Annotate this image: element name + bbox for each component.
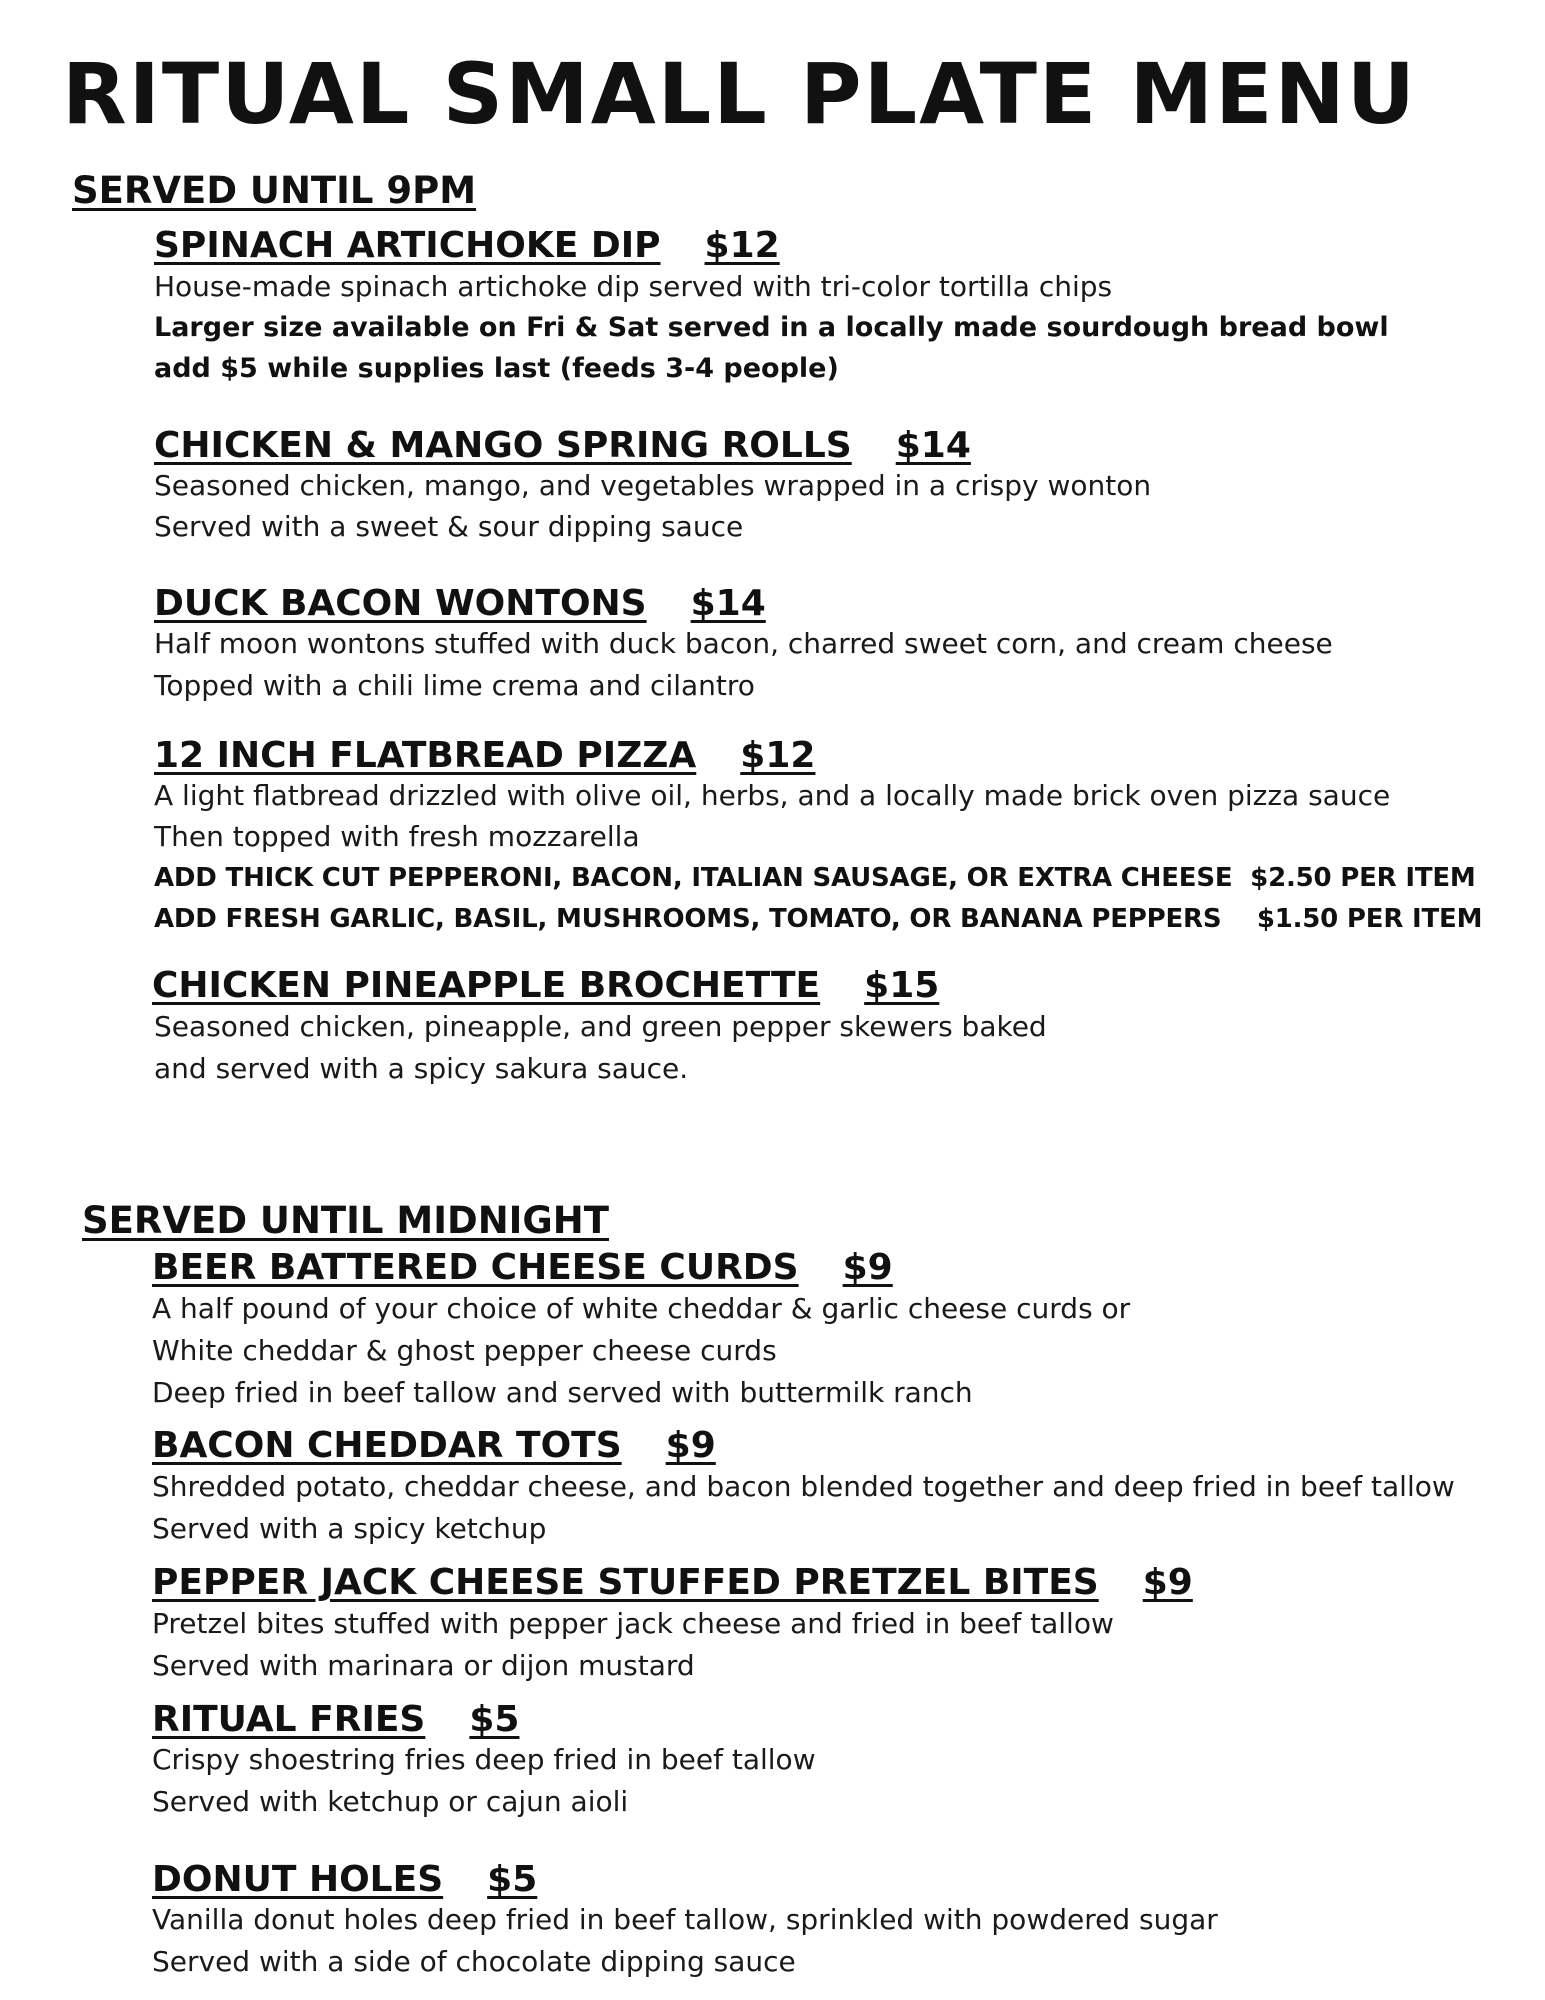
item-price: $9: [665, 1425, 716, 1466]
item-price: $12: [704, 225, 780, 266]
item-title-ritual-fries: [152, 1699, 520, 1740]
item-note-line: add $5 while supplies last (feeds 3-4 people): [154, 353, 839, 384]
item-price: $15: [864, 965, 940, 1006]
item-description-line: Shredded potato, cheddar cheese, and bacon blended together and deep fried in beef tallow: [152, 1470, 1455, 1503]
item-name: SPINACH ARTICHOKE DIP: [154, 225, 661, 266]
item-description-line: A light flatbread drizzled with olive oil, herbs, and a locally made brick oven pizza sauce: [154, 779, 1391, 812]
item-title-donut-holes: [152, 1859, 538, 1900]
addon-line-veggies: [154, 906, 1482, 932]
addon-price: $1.50 PER ITEM: [1256, 904, 1483, 934]
item-description-line: Pretzel bites stuffed with pepper jack cheese and fried in beef tallow: [152, 1607, 1114, 1640]
item-name: RITUAL FRIES: [152, 1699, 426, 1740]
item-price: $5: [469, 1699, 520, 1740]
item-description-line: White cheddar & ghost pepper cheese curds: [152, 1334, 777, 1367]
item-title-spring-rolls: [154, 425, 971, 466]
item-description-line: Served with marinara or dijon mustard: [152, 1649, 695, 1682]
item-description-line: Vanilla donut holes deep fried in beef tallow, sprinkled with powdered sugar: [152, 1903, 1218, 1936]
menu-title: RITUAL SMALL PLATE MENU: [62, 45, 1418, 143]
item-description-line: Deep fried in beef tallow and served with buttermilk ranch: [152, 1376, 973, 1409]
item-title-pretzel-bites: [152, 1562, 1193, 1603]
item-description-line: Served with a spicy ketchup: [152, 1512, 547, 1545]
item-name: DONUT HOLES: [152, 1859, 444, 1900]
item-description-line: and served with a spicy sakura sauce.: [154, 1052, 689, 1085]
item-description-line: Half moon wontons stuffed with duck bacon, charred sweet corn, and cream cheese: [154, 627, 1333, 660]
item-title-flatbread-pizza: [154, 735, 816, 776]
item-name: BACON CHEDDAR TOTS: [152, 1425, 622, 1466]
addon-text: ADD FRESH GARLIC, BASIL, MUSHROOMS, TOMATO, OR BANANA PEPPERS: [154, 904, 1222, 934]
item-name: 12 INCH FLATBREAD PIZZA: [154, 735, 697, 776]
item-title-brochette: [152, 965, 940, 1006]
item-price: $14: [690, 583, 766, 624]
addon-price: $2.50 PER ITEM: [1250, 863, 1476, 893]
item-title-cheese-curds: [152, 1247, 893, 1288]
item-title-tots: [152, 1425, 716, 1466]
item-name: CHICKEN PINEAPPLE BROCHETTE: [152, 965, 821, 1006]
item-title-spinach-artichoke-dip: [154, 225, 780, 266]
item-name: CHICKEN & MANGO SPRING ROLLS: [154, 425, 852, 466]
item-description-line: Served with a side of chocolate dipping sauce: [152, 1945, 796, 1978]
item-description-line: Then topped with fresh mozzarella: [154, 820, 640, 853]
addon-line-meats: [154, 865, 1476, 891]
item-description-line: Crispy shoestring fries deep fried in beef tallow: [152, 1743, 816, 1776]
item-price: $9: [1142, 1562, 1193, 1603]
section-heading-midnight: SERVED UNTIL MIDNIGHT: [82, 1199, 609, 1242]
item-name: DUCK BACON WONTONS: [154, 583, 647, 624]
item-price: $14: [895, 425, 971, 466]
item-price: $9: [842, 1247, 893, 1288]
item-description-line: Topped with a chili lime crema and cilantro: [154, 669, 755, 702]
item-name: PEPPER JACK CHEESE STUFFED PRETZEL BITES: [152, 1562, 1099, 1603]
item-description-line: Seasoned chicken, mango, and vegetables wrapped in a crispy wonton: [154, 469, 1152, 502]
item-note-line: Larger size available on Fri & Sat served in a locally made sourdough bread bowl: [154, 312, 1389, 343]
item-description-line: Served with a sweet & sour dipping sauce: [154, 510, 744, 543]
item-description-line: Seasoned chicken, pineapple, and green pepper skewers baked: [154, 1010, 1047, 1043]
item-title-duck-bacon-wontons: [154, 583, 766, 624]
item-name: BEER BATTERED CHEESE CURDS: [152, 1247, 799, 1288]
item-description-line: A half pound of your choice of white cheddar & garlic cheese curds or: [152, 1292, 1131, 1325]
item-price: $12: [740, 735, 816, 776]
item-description-line: Served with ketchup or cajun aioli: [152, 1785, 629, 1818]
section-heading-9pm: SERVED UNTIL 9PM: [72, 169, 477, 212]
item-price: $5: [487, 1859, 538, 1900]
addon-text: ADD THICK CUT PEPPERONI, BACON, ITALIAN SAUSAGE, OR EXTRA CHEESE: [154, 863, 1233, 893]
item-description-line: House-made spinach artichoke dip served with tri-color tortilla chips: [154, 270, 1113, 303]
